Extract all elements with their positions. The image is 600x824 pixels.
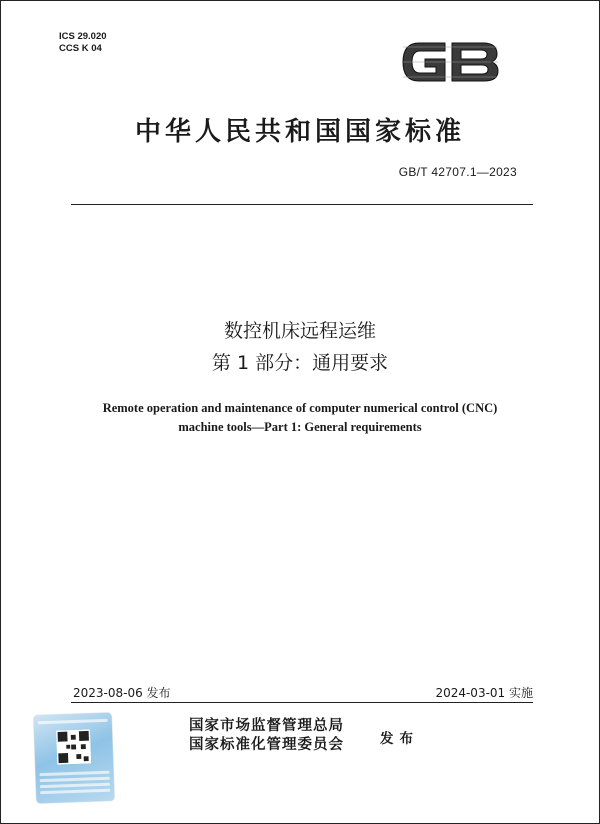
title-english (31, 399, 569, 437)
header-divider (71, 204, 533, 205)
title-chinese-part: 第 1 部分：通用要求 (211, 352, 389, 374)
standard-number: GB/T 42707.1—2023 (398, 165, 517, 179)
issuer-sac: 国家标准化管理委员会 (189, 737, 344, 753)
title-english-line1: Remote operation and maintenance of computer numerical control (CNC) (102, 401, 498, 415)
sticker-text-strip (40, 771, 110, 776)
issuing-authorities (189, 717, 344, 755)
standard-type-heading: 中华人民共和国国家标准 (134, 117, 465, 147)
gb-logo-icon (397, 35, 503, 89)
title-chinese-main: 数控机床远程运维 (223, 320, 376, 342)
footer-divider (71, 702, 533, 703)
ccs-code: CCS K 04 (59, 42, 102, 54)
classification-codes (59, 31, 107, 54)
issue-date: 2023-08-06 发布 (73, 686, 171, 700)
sticker-text-strip (40, 783, 110, 788)
publish-label: 发布 (380, 731, 419, 747)
qr-code-icon (56, 729, 91, 764)
sticker-text-strip (38, 719, 108, 724)
anti-counterfeit-sticker (33, 713, 114, 804)
sticker-text-strip (40, 789, 110, 794)
issuer-samr: 国家市场监督管理总局 (189, 718, 344, 734)
sticker-text-strip (40, 777, 110, 782)
implementation-date: 2024-03-01 实施 (435, 686, 533, 700)
ics-code: ICS 29.020 (59, 31, 107, 42)
title-english-line2: machine tools—Part 1: General requirements (178, 420, 422, 434)
